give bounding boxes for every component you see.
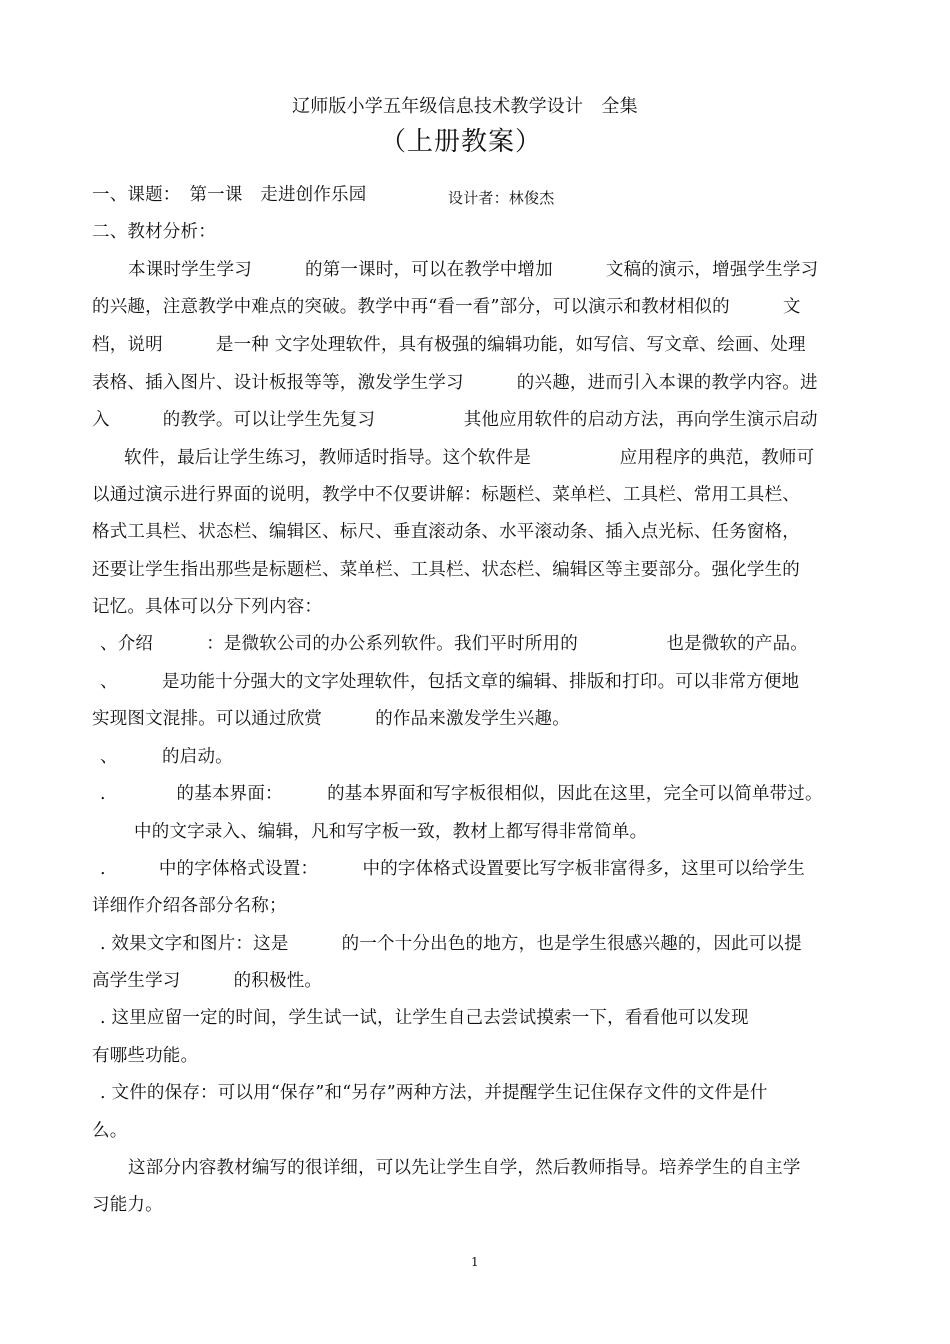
paragraph-line: 入 的教学。可以让学生先复习 其他应用软件的启动方法，再向学生演示启动 — [92, 410, 818, 430]
list-item: . 文件的保存：可以用“保存”和“另存”两种方法，并提醒学生记住保存文件的文件是什 — [100, 1083, 768, 1103]
paragraph-line: 格式工具栏、状态栏、编辑区、标尺、垂直滚动条、水平滚动条、插入点光标、任务窗格， — [92, 522, 800, 542]
paragraph-line: 本课时学生学习 的第一课时，可以在教学中增加 文稿的演示，增强学生学习 — [128, 260, 819, 280]
list-item: . 效果文字和图片：这是 的一个十分出色的地方，也是学生很感兴趣的，因此可以提 — [100, 934, 802, 954]
list-item: 、 是功能十分强大的文字处理软件，包括文章的编辑、排版和打印。可以非常方便地 — [100, 672, 800, 692]
page-number: 1 — [471, 1255, 479, 1269]
section-heading: 二、教材分析： — [92, 222, 216, 242]
paragraph-line: 实现图文混排。可以通过欣赏 的作品来激发学生兴趣。 — [92, 709, 570, 729]
paragraph-line: 记忆。具体可以分下列内容： — [92, 597, 323, 617]
list-item: . 这里应留一定的时间，学生试一试，让学生自己去尝试摸索一下，看看他可以发现 — [100, 1008, 749, 1028]
list-item: 、 的启动。 — [100, 747, 233, 767]
paragraph-line: 以通过演示进行界面的说明，教学中不仅要讲解：标题栏、菜单栏、工具栏、常用工具栏、 — [92, 485, 800, 505]
list-item: . 中的字体格式设置： 中的字体格式设置要比写字板非富得多，这里可以给学生 — [100, 859, 806, 879]
paragraph-line: 档，说明 是一种 文字处理软件，具有极强的编辑功能，如写信、写文章、绘画、处理 — [92, 335, 806, 355]
paragraph-line: 详细作介绍各部分名称； — [92, 896, 287, 916]
paragraph-line: 软件，最后让学生练习，教师适时指导。这个软件是 应用程序的典范，教师可 — [124, 448, 815, 468]
paragraph-line: 高学生学习 的积极性。 — [92, 971, 323, 991]
paragraph-line: 习能力。 — [92, 1195, 163, 1215]
paragraph-line: 中的文字录入、编辑，凡和写字板一致，教材上都写得非常简单。 — [134, 822, 648, 842]
paragraph-line: 这部分内容教材编写的很详细，可以先让学生自学，然后教师指导。培养学生的自主学 — [128, 1158, 801, 1178]
paragraph-line: 还要让学生指出那些是标题栏、菜单栏、工具栏、状态栏、编辑区等主要部分。强化学生的 — [92, 560, 800, 580]
document-title: 辽师版小学五年级信息技术教学设计 全集 — [292, 96, 638, 117]
list-item: . 的基本界面： 的基本界面和写字板很相似，因此在这里，完全可以简单带过。 — [100, 784, 823, 804]
document-subtitle: （上册教案） — [380, 127, 543, 157]
paragraph-line: 么。 — [92, 1121, 128, 1141]
paragraph-line: 有哪些功能。 — [92, 1046, 199, 1066]
lesson-topic: 一、课题： 第一课 走进创作乐园 — [92, 185, 367, 205]
list-item: 、介绍 ：是微软公司的办公系列软件。我们平时所用的 也是微软的产品。 — [100, 634, 808, 654]
designer-label: 设计者：林俊杰 — [448, 189, 555, 207]
paragraph-line: 的兴趣，注意教学中难点的突破。教学中再“看一看”部分，可以演示和教材相似的 文 — [92, 297, 801, 317]
paragraph-line: 表格、插入图片、设计板报等等，激发学生学习 的兴趣，进而引入本课的教学内容。进 — [92, 373, 818, 393]
